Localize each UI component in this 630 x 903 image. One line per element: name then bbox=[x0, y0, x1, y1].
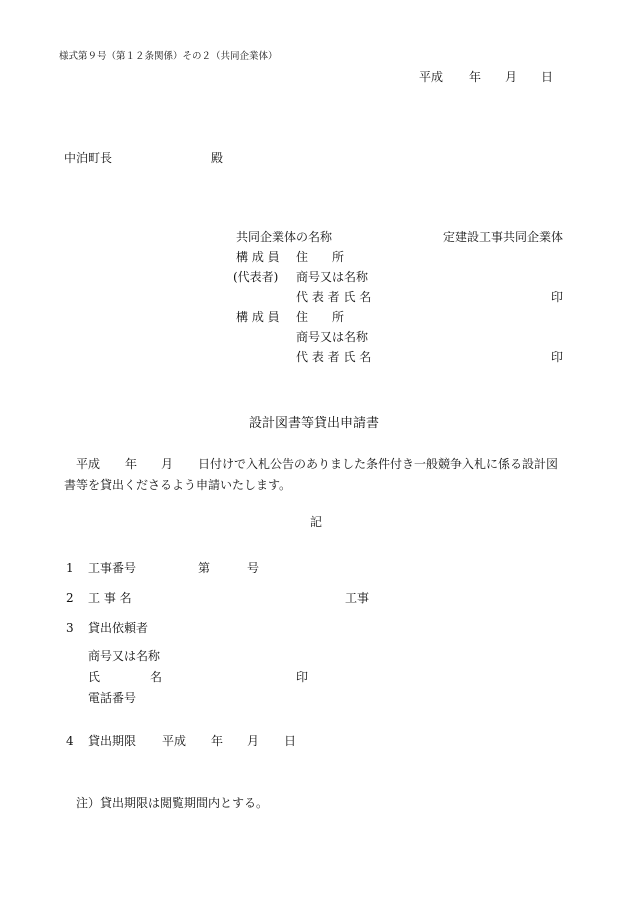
date-era: 平成 bbox=[419, 70, 444, 84]
member1-address-label: 住 所 bbox=[296, 250, 345, 264]
date-month: 月 bbox=[505, 70, 518, 84]
item3-label: 貸出依頼者 bbox=[88, 621, 149, 635]
item2-label: 工 事 名 bbox=[88, 591, 132, 605]
body-era: 平成 bbox=[76, 457, 101, 471]
member2-address-label: 住 所 bbox=[296, 310, 345, 324]
item4-month: 月 bbox=[247, 734, 260, 748]
item4-label: 貸出期限 bbox=[88, 734, 137, 748]
member1-trade-name-label: 商号又は名称 bbox=[296, 270, 369, 284]
item4-year: 年 bbox=[211, 734, 224, 748]
member1-role: 構 成 員 bbox=[236, 250, 280, 264]
jv-name-label: 共同企業体の名称 bbox=[236, 230, 333, 244]
date-day: 日 bbox=[541, 70, 554, 84]
member1-rep-note: (代表者) bbox=[233, 270, 279, 284]
item3-seal: 印 bbox=[296, 670, 309, 684]
body-month: 月 bbox=[161, 457, 174, 471]
item1-dai: 第 bbox=[198, 561, 211, 575]
note: 注）貸出期限は閲覧期間内とする。 bbox=[76, 796, 269, 810]
member2-trade-name-label: 商号又は名称 bbox=[296, 330, 369, 344]
member2-seal: 印 bbox=[551, 350, 564, 364]
body-line1-rest: 日付けで入札公告のありました条件付き一般競争入札に係る設計図 bbox=[198, 457, 559, 471]
date-year: 年 bbox=[469, 70, 482, 84]
item4-day: 日 bbox=[284, 734, 297, 748]
item3-phone: 電話番号 bbox=[88, 691, 137, 705]
item1-go: 号 bbox=[247, 561, 260, 575]
body-year: 年 bbox=[125, 457, 138, 471]
item3-name-2: 名 bbox=[150, 670, 163, 684]
body-line2: 書等を貸出くださるよう申請いたします。 bbox=[64, 478, 292, 492]
item3-number: 3 bbox=[66, 621, 74, 635]
item3-trade-name: 商号又は名称 bbox=[88, 649, 161, 663]
document-title: 設計図書等貸出申請書 bbox=[249, 416, 380, 431]
item2-suffix: 工事 bbox=[345, 591, 370, 605]
addressee-honorific: 殿 bbox=[211, 151, 224, 165]
form-number: 様式第９号（第１２条関係）その２（共同企業体） bbox=[59, 51, 278, 62]
item1-number: 1 bbox=[66, 561, 74, 575]
member2-rep-name-label: 代 表 者 氏 名 bbox=[296, 350, 372, 364]
member1-rep-name-label: 代 表 者 氏 名 bbox=[296, 290, 372, 304]
item2-number: 2 bbox=[66, 591, 74, 605]
item1-label: 工事番号 bbox=[88, 561, 137, 575]
item3-name-1: 氏 bbox=[88, 670, 101, 684]
jv-name-value: 定建設工事共同企業体 bbox=[443, 230, 564, 244]
member2-role: 構 成 員 bbox=[236, 310, 280, 324]
addressee-name: 中泊町長 bbox=[64, 151, 113, 165]
item4-era: 平成 bbox=[162, 734, 187, 748]
ki-heading: 記 bbox=[310, 515, 323, 529]
member1-seal: 印 bbox=[551, 290, 564, 304]
item4-number: 4 bbox=[66, 734, 74, 748]
